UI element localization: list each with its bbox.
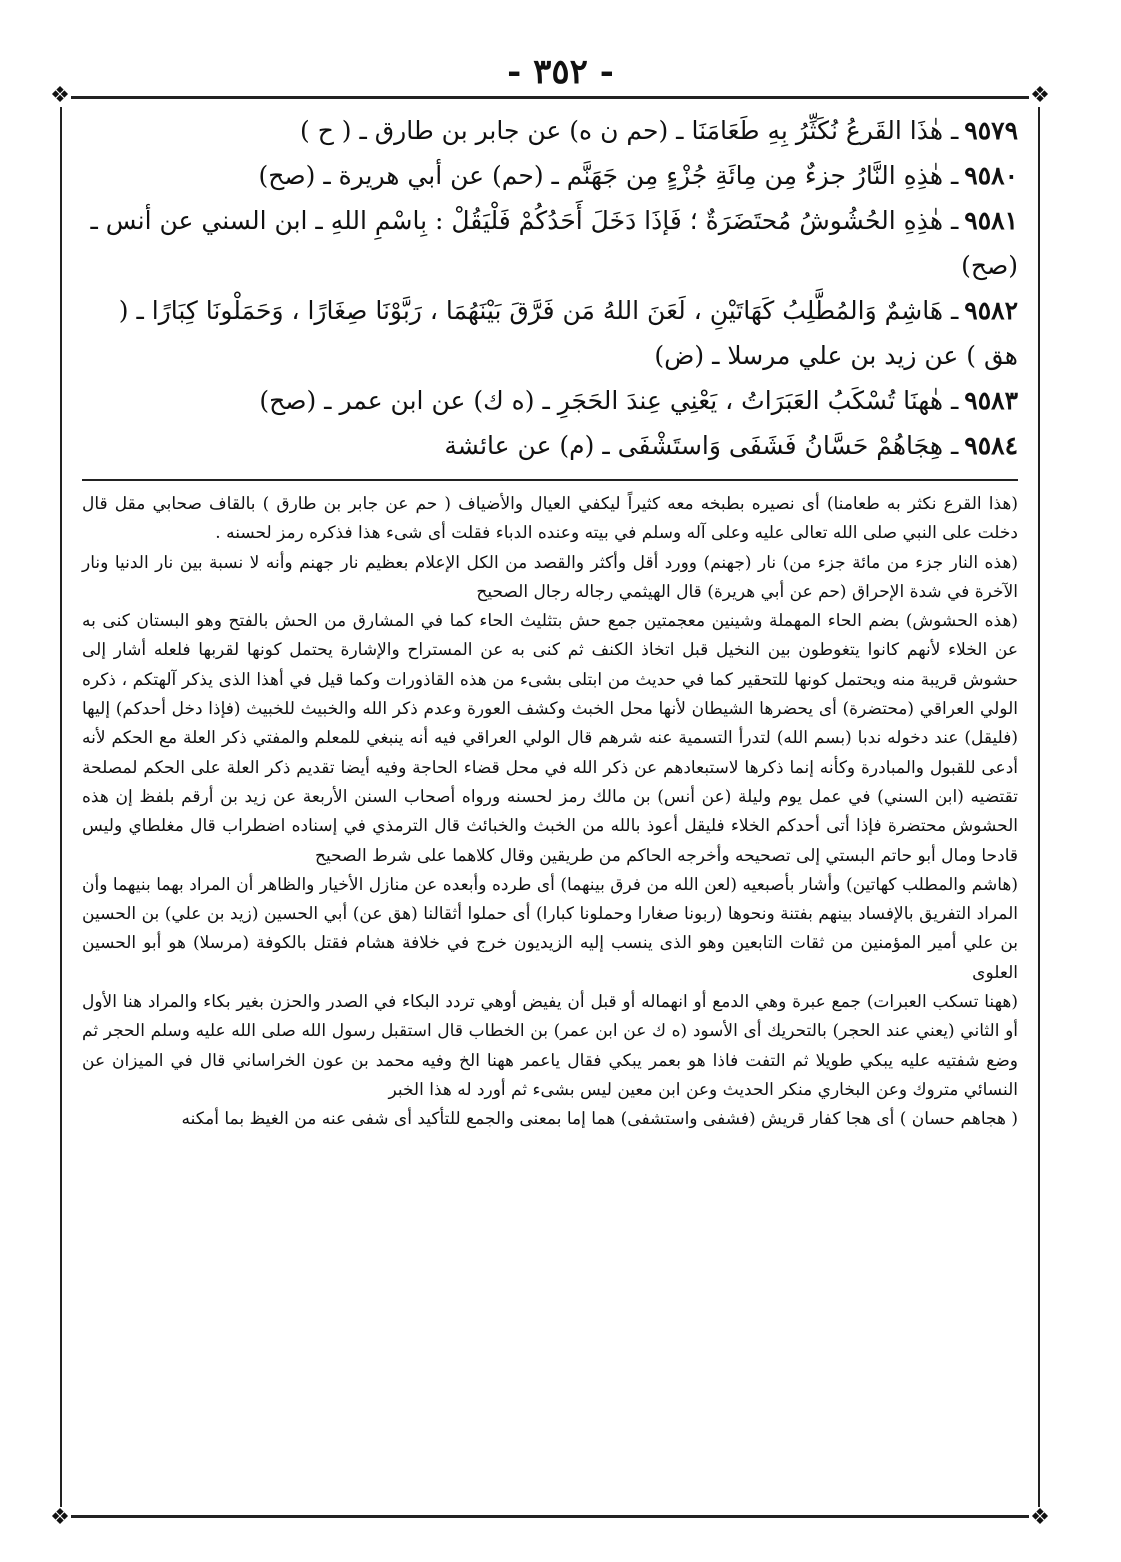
hadith-entry bbox=[82, 423, 1018, 468]
hadith-number: ٩٥٨٢ bbox=[964, 296, 1018, 325]
corner-ornament-icon: ❖ bbox=[50, 83, 70, 108]
hadith-number: ٩٥٧٩ bbox=[964, 116, 1018, 145]
hadith-entry bbox=[82, 108, 1018, 153]
hadith-number: ٩٥٨١ bbox=[964, 206, 1018, 235]
commentary-paragraph: (هذه الحشوش) بضم الحاء المهملة وشينين معجمتين جمع حش بتثليث الحاء كما في المشارق من الحش بالفتح وهو البستان كنى به عن الخلاء لأنهم كانوا يتغوطون بين النخيل قبل اتخاذ الكنف ثم كنى به عن المستراح والإشارة يحتمل كونها لقربها فلعله أشار إلى حشوش قريبة منه ويحتمل كونها للتحقير كما في حديث من ابتلى بشىء من هذه القاذورات وكما قيل في أهذا الذى يذكر آلهتكم ، ذكره الولي العراقي (محتضرة) أى يحضرها الشيطان لأنها محل الخبث وكشف العورة وعدم ذكر الله والخبيث للخبيث (فإذا دخل أحدكم) إليها (فليقل) عند دخوله ندبا (بسم الله) لتدرأ التسمية عنه شرهم قال الولي العراقي فيه أنه ينبغي للمعلم والمفتي ذكر العلة مع الحكم لأنه أدعى للقبول والمبادرة وكأنه إنما ذكرها لاستبعادهم عن ذكر الله في محل قضاء الحاجة وفيه أيضا تقديم ذكر العلة على الحكم لمصلحة تقتضيه (ابن السني) في عمل يوم وليلة (عن أنس) بن مالك رمز لحسنه ورواه أصحاب السنن الأربعة عن زيد بن أرقم بلفظ إن هذه الحشوش محتضرة فإذا أتى أحدكم الخلاء فليقل أعوذ بالله من الخبث والخبائث قال الترمذي في إسناده اضطراب قال مغلطاي وليس قادحا ومال أبو حاتم البستي إلى تصحيحه وأخرجه الحاكم من طريقين وقال كلاهما على شرط الصحيح bbox=[82, 611, 1018, 866]
hadith-text-section bbox=[82, 108, 1018, 468]
hadith-text: ـ هٰذِهِ النَّارُ جزءٌ مِن مِائَةِ جُزْءٍ مِن جَهَنَّم ـ (حم) عن أبي هريرة ـ (صح) bbox=[258, 161, 959, 190]
hadith-text: ـ هٰذِهِ الحُشُوشُ مُحتَضَرَةٌ ؛ فَإذَا دَخَلَ أَحَدُكُمْ فَلْيَقُلْ : بِاسْمِ اللهِ ـ ابن السني عن أنس ـ (صح) bbox=[90, 206, 1018, 280]
commentary-paragraph: ( هجاهم حسان ) أى هجا كفار قريش (فشفى واستشفى) هما إما بمعنى والجمع للتأكيد أى شفى عنه من الغيظ بما أمكنه bbox=[181, 1109, 1018, 1130]
corner-ornament-icon: ❖ bbox=[1030, 1505, 1050, 1530]
hadith-text: ـ هٰهنَا تُسْكَبُ العَبَرَاتُ ، يَعْنِي عِندَ الحَجَرِ ـ (ه ك) عن ابن عمر ـ (صح) bbox=[259, 386, 959, 415]
commentary-paragraph: (هذا القرع نكثر به طعامنا) أى نصيره بطبخه معه كثيراً ليكفي العيال والأضياف ( حم عن جابر بن طارق ) بالقاف صحابي مقل قال دخلت على النبي صلى الله تعالى عليه وعلى آله وسلم في بيته وعنده الدباء فقلت أى شىء هذا فذكره رمز لحسنه . bbox=[82, 494, 1018, 544]
corner-ornament-icon: ❖ bbox=[50, 1505, 70, 1530]
hadith-entry bbox=[82, 288, 1018, 378]
corner-ornament-icon: ❖ bbox=[1030, 83, 1050, 108]
hadith-number: ٩٥٨٠ bbox=[964, 161, 1018, 190]
hadith-entry bbox=[82, 153, 1018, 198]
page-number: - ٣٥٢ - bbox=[507, 52, 614, 92]
commentary-paragraph: (هاشم والمطلب كهاتين) وأشار بأصبعيه (لعن الله من فرق بينهما) أى طرده وأبعده عن منازل الأخيار والظاهر أن المراد بهما بنيهما وأن المراد التفريق بالإفساد بينهم بفتنة ونحوها (ربونا صغارا وحملونا كبارا) أى حملوا أثقالنا (هق عن) أبي الحسين (زيد بن علي) بن الحسين بن علي أمير المؤمنين من ثقات التابعين وهو الذى ينسب إليه الزيديون خرج في خلافة هشام فقتل بالكوفة (مرسلا) هو أبو الحسين العلوى bbox=[82, 874, 1018, 983]
section-divider bbox=[82, 479, 1018, 481]
commentary-paragraph: (هذه النار جزء من مائة جزء من) نار (جهنم) وورد أقل وأكثر والقصد من الكل الإعلام بعظيم نار جهنم وأنه لا نسبة بين نار الدنيا ونار الآخرة في شدة الإحراق (حم عن أبي هريرة) قال الهيثمي رجاله رجال الصحيح bbox=[82, 552, 1018, 602]
hadith-text: ـ هِجَاهُمْ حَسَّانُ فَشَفَى وَاستَشْفَى ـ (م) عن عائشة bbox=[444, 431, 959, 460]
hadith-entry bbox=[82, 198, 1018, 288]
commentary-section bbox=[82, 490, 1018, 1135]
hadith-entry bbox=[82, 378, 1018, 423]
hadith-number: ٩٥٨٤ bbox=[964, 431, 1018, 460]
hadith-text: ـ هٰذَا القَرعُ نُكَثِّرُ بِهِ طَعَامَنَا ـ (حم ن ه) عن جابر بن طارق ـ ( ح ) bbox=[300, 116, 959, 145]
commentary-paragraph: (ههنا تسكب العبرات) جمع عبرة وهي الدمع أو انهماله أو قبل أن يفيض أوهي تردد البكاء في الصدر والحزن بغير بكاء والمراد هنا الأول أو الثاني (يعني عند الحجر) بالتحريك أى الأسود (ه ك عن ابن عمر) بن الخطاب قال استقبل رسول الله صلى الله عليه وسلم الحجر ثم وضع شفتيه عليه يبكي طويلا ثم التفت فاذا هو بعمر يبكي فقال ياعمر ههنا الخ وفيه محمد بن عون الخراساني قال في الميزان عن النسائي متروك وعن البخاري منكر الحديث وعن ابن معين ليس بشىء ثم أورد له هذا الخبر bbox=[82, 992, 1018, 1100]
hadith-text: ـ هَاشِمٌ وَالمُطَّلِبُ كَهَاتَيْنِ ، لَعَنَ اللهُ مَن فَرَّقَ بَيْنَهُمَا ، رَبَّوْنَا صِغَارًا ، وَحَمَلْونَا كِبَارًا ـ ( هق ) عن زيد بن علي مرسلا ـ (ض) bbox=[118, 296, 1018, 370]
hadith-number: ٩٥٨٣ bbox=[964, 386, 1018, 415]
